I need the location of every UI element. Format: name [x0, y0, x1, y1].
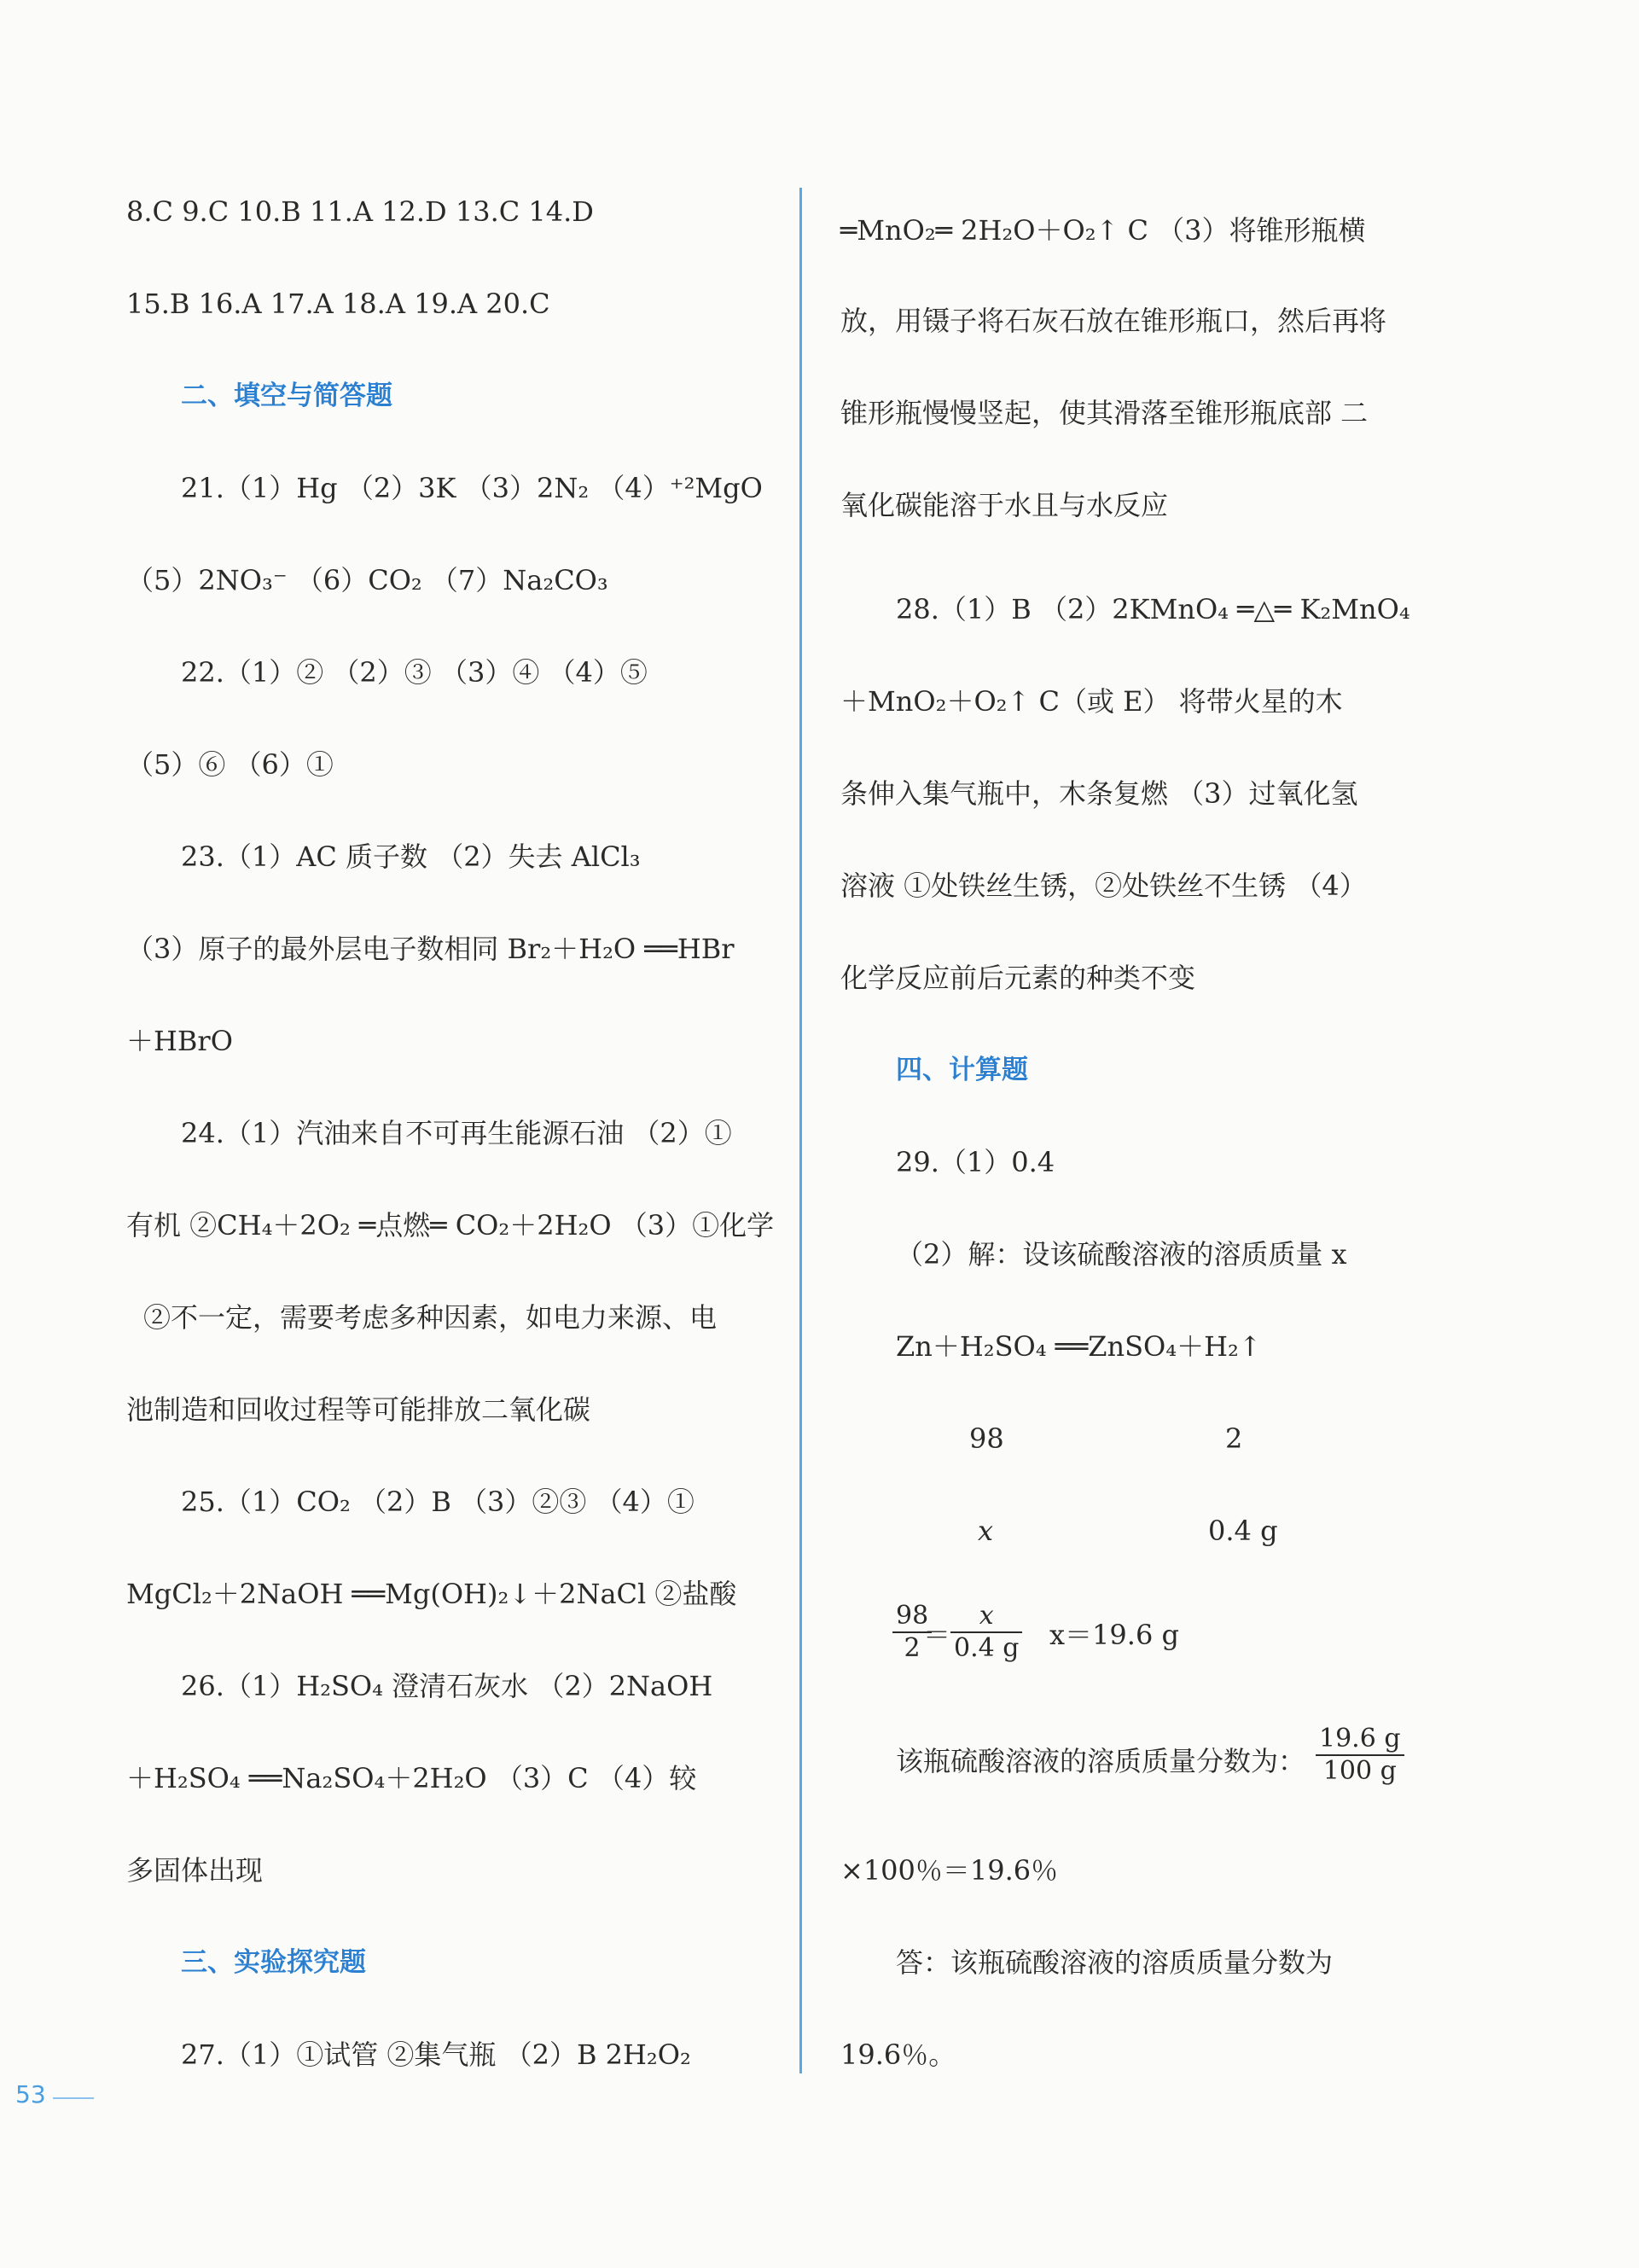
fraction-numerator: 19.6 g	[1319, 1724, 1401, 1753]
column-divider	[799, 188, 802, 2073]
answer-line: 27.（1）①试管 ②集气瓶 （2）B 2H₂O₂	[181, 2038, 691, 2071]
fraction-x-over-0.4g	[950, 1601, 1022, 1664]
answer-line: 24.（1）汽油来自不可再生能源石油 （2）①	[181, 1117, 732, 1149]
answer-line: 多固体出现	[126, 1854, 264, 1887]
calculation-result: x＝19.6 g	[1049, 1619, 1179, 1651]
equals-sign: ＝	[923, 1619, 951, 1651]
answer-line: MgCl₂＋2NaOH ══Mg(OH)₂↓＋2NaCl ②盐酸	[126, 1578, 737, 1610]
page-number: 53	[15, 2080, 46, 2108]
answer-line: 化学反应前后元素的种类不变	[840, 962, 1196, 994]
answer-line: 池制造和回收过程等可能排放二氧化碳	[126, 1393, 591, 1426]
answer-line: 29.（1）0.4	[896, 1146, 1055, 1178]
answer-line: 26.（1）H₂SO₄ 澄清石灰水 （2）2NaOH	[181, 1670, 713, 1702]
answer-line: 23.（1）AC 质子数 （2）失去 AlCl₃	[181, 840, 641, 873]
answer-line: 有机 ②CH₄＋2O₂ ═点燃═ CO₂＋2H₂O （3）①化学	[126, 1209, 775, 1242]
answer-line: （2）解：设该硫酸溶液的溶质质量 x	[896, 1238, 1347, 1271]
answer-line: 8.C 9.C 10.B 11.A 12.D 13.C 14.D	[126, 195, 594, 228]
fraction-numerator: 98	[896, 1601, 929, 1631]
answer-line: 15.B 16.A 17.A 18.A 19.A 20.C	[126, 288, 550, 320]
section-heading-experiment: 三、实验探究题	[181, 1947, 366, 1978]
answer-line: ＋MnO₂＋O₂↑ C（或 E） 将带火星的木	[840, 685, 1343, 718]
fraction-19.6g-over-100g	[1316, 1724, 1404, 1787]
answer-line: 25.（1）CO₂ （2）B （3）②③ （4）①	[181, 1486, 695, 1518]
answer-line: （3）原子的最外层电子数相同 Br₂＋H₂O ══HBr	[126, 933, 735, 965]
answer-line: 21.（1）Hg （2）3K （3）2N₂ （4）⁺²MgO	[181, 472, 763, 504]
answer-line: 28.（1）B （2）2KMnO₄ ═△═ K₂MnO₄	[896, 593, 1410, 625]
answer-line: ×100％＝19.6％	[840, 1854, 1059, 1887]
mass-value: 2	[1225, 1422, 1243, 1455]
answer-line: 氧化碳能溶于水且与水反应	[840, 489, 1169, 521]
answer-line: 条伸入集气瓶中，木条复燃 （3）过氧化氢	[840, 777, 1358, 810]
equation-line: Zn＋H₂SO₄ ══ZnSO₄＋H₂↑	[896, 1330, 1262, 1363]
fraction-denominator: 0.4 g	[950, 1631, 1022, 1664]
answer-line: （5）⑥ （6）①	[126, 748, 334, 781]
section-heading-calculation: 四、计算题	[896, 1055, 1028, 1085]
answer-line: 该瓶硫酸溶液的溶质质量分数为：	[896, 1745, 1306, 1777]
answer-line: ＋H₂SO₄ ══Na₂SO₄＋2H₂O （3）C （4）较	[126, 1762, 697, 1794]
section-heading-fill-in: 二、填空与简答题	[181, 381, 392, 411]
answer-line: ═MnO₂═ 2H₂O＋O₂↑ C （3）将锥形瓶横	[840, 214, 1366, 247]
answer-line: 放，用镊子将石灰石放在锥形瓶口，然后再将	[840, 305, 1387, 337]
answer-line: 19.6％。	[840, 2038, 956, 2071]
answer-line: ②不一定，需要考虑多种因素，如电力来源、电	[143, 1301, 718, 1334]
answer-line: ＋HBrO	[126, 1025, 233, 1057]
mass-value: 98	[969, 1422, 1004, 1455]
fraction-denominator: 100 g	[1316, 1754, 1404, 1787]
fraction-numerator: x	[979, 1601, 994, 1631]
answer-line: （5）2NO₃⁻ （6）CO₂ （7）Na₂CO₃	[126, 564, 608, 596]
answer-line: 22.（1）② （2）③ （3）④ （4）⑤	[181, 656, 648, 689]
answer-line: 溶液 ①处铁丝生锈，②处铁丝不生锈 （4）	[840, 869, 1367, 902]
answer-line: 锥形瓶慢慢竖起，使其滑落至锥形瓶底部 二	[840, 397, 1369, 429]
mass-value: x	[978, 1515, 994, 1547]
fraction-denominator: 2	[892, 1631, 932, 1664]
answer-line: 答：该瓶硫酸溶液的溶质质量分数为	[896, 1946, 1334, 1979]
mass-value: 0.4 g	[1208, 1515, 1278, 1547]
page-number-dash	[53, 2097, 94, 2099]
